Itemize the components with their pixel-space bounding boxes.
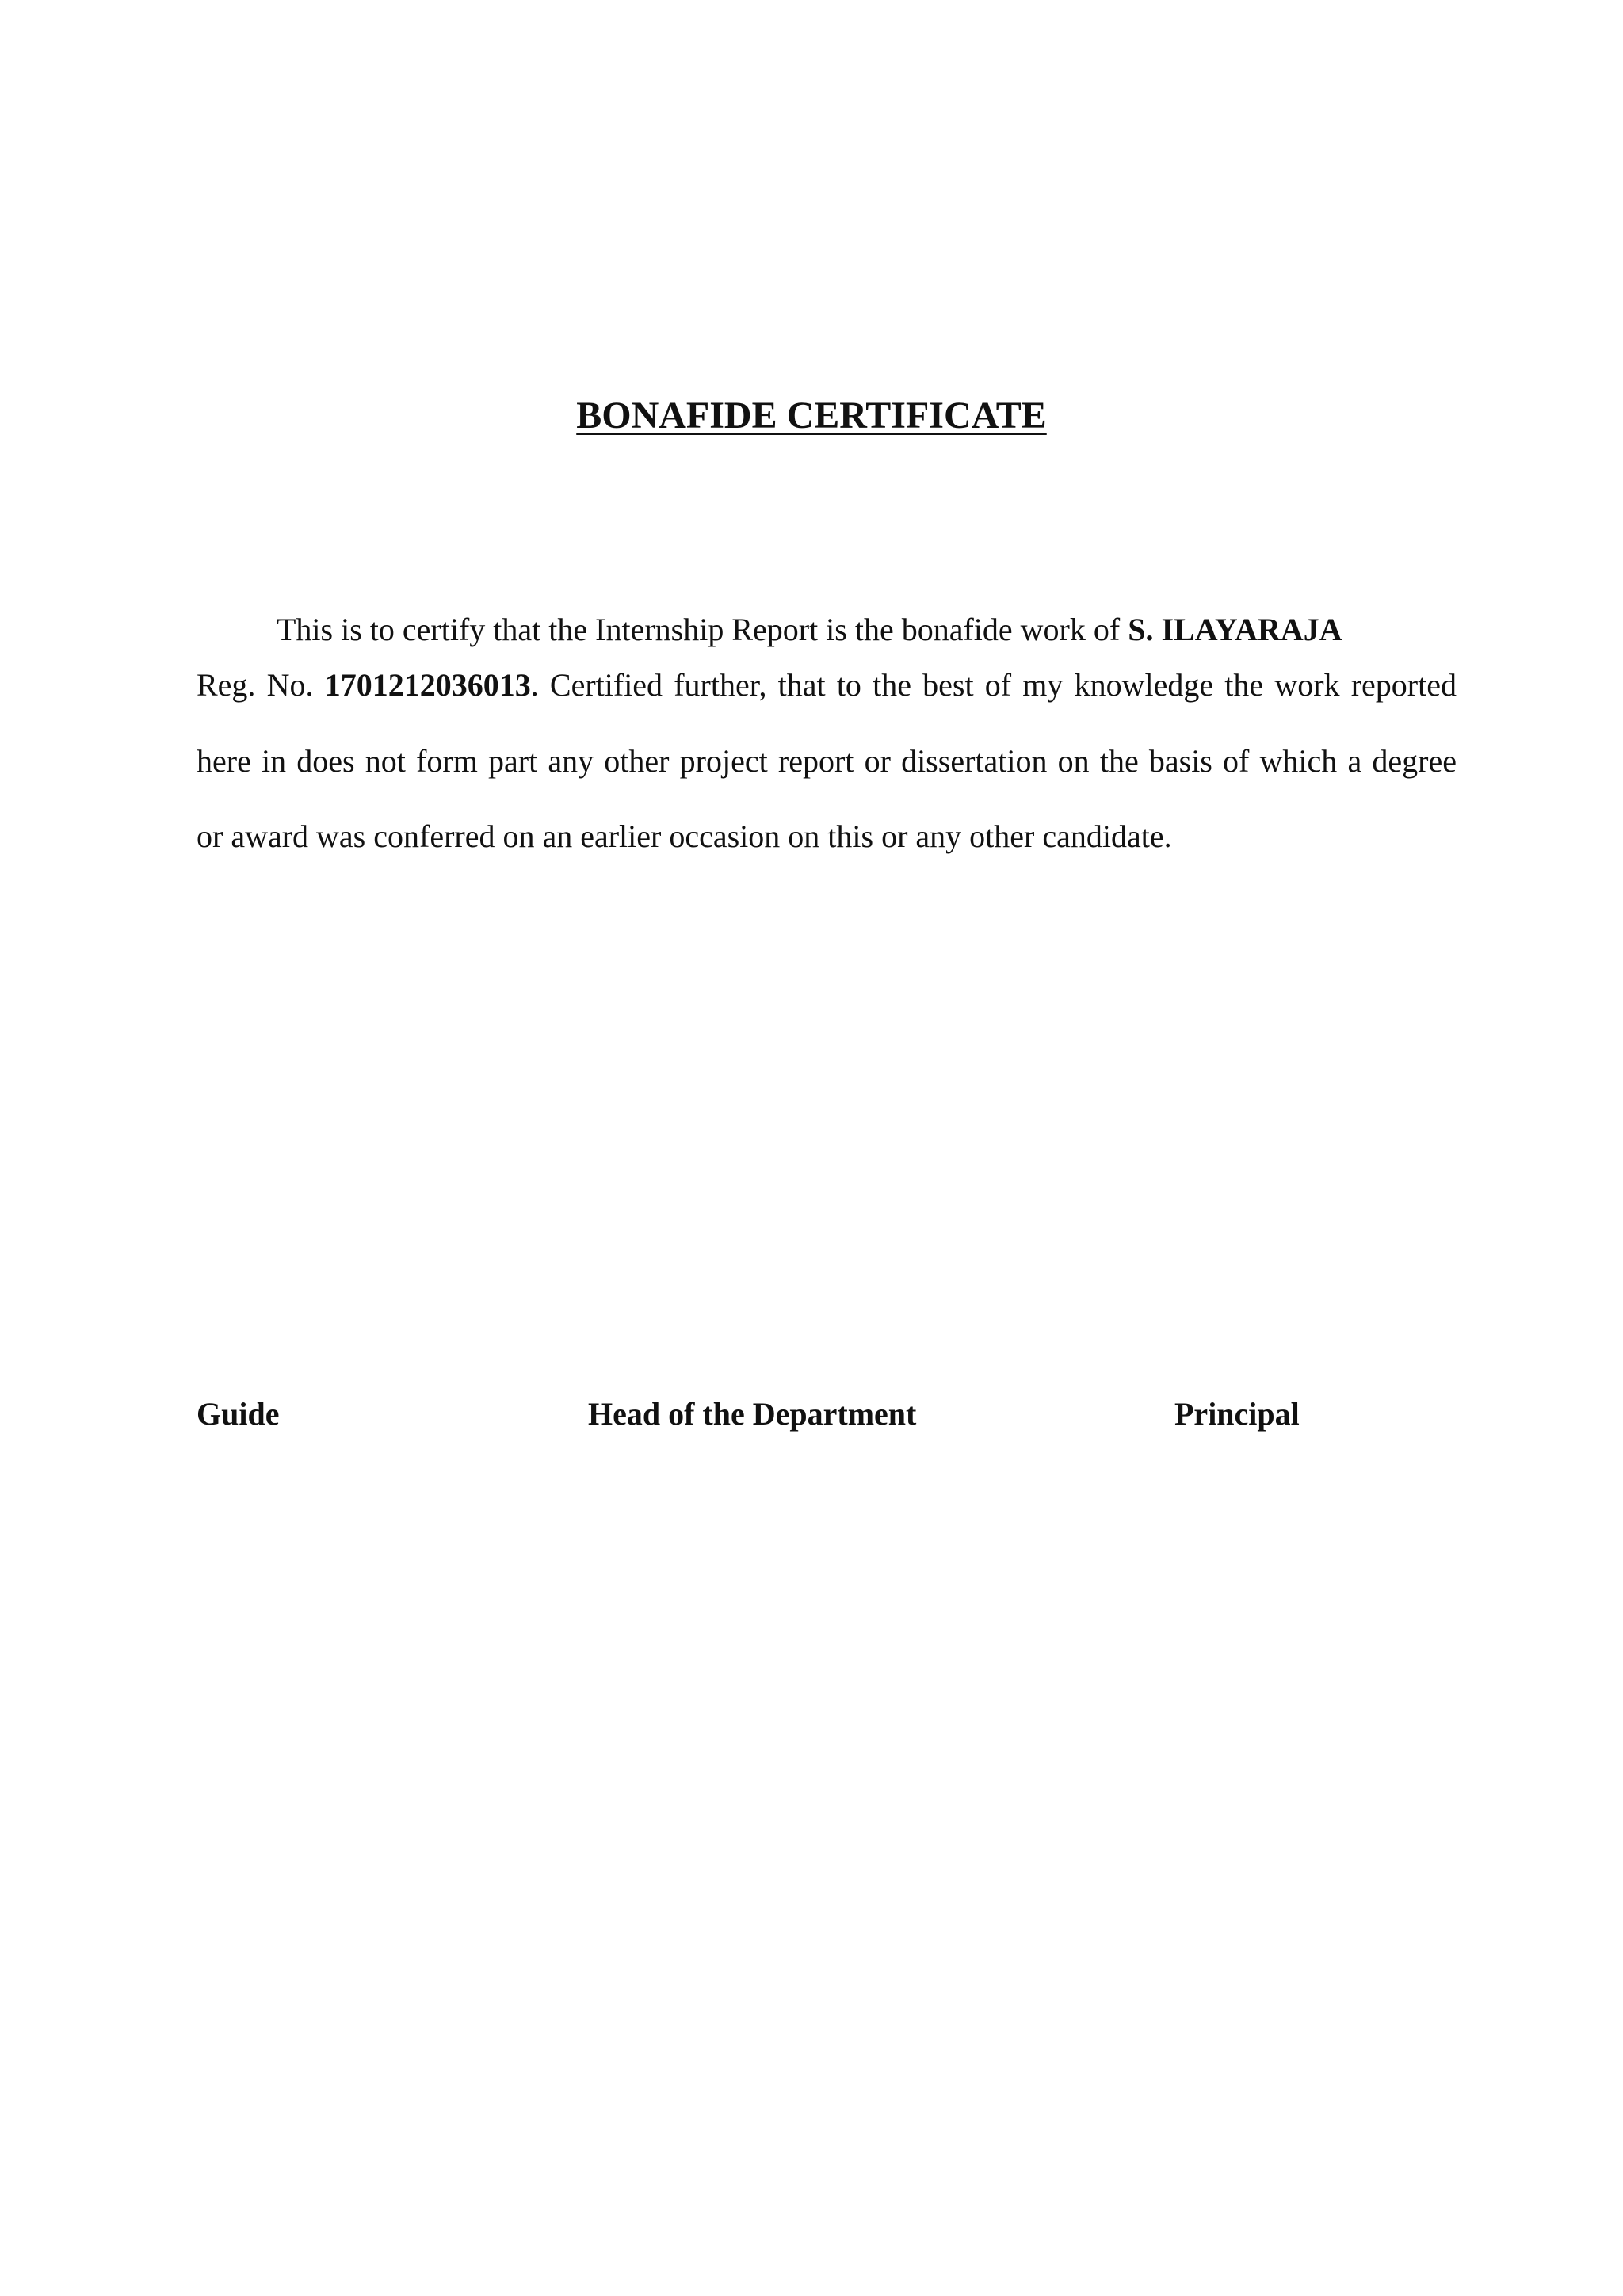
paragraph-line-3: here in does not form part any other project report or dissertation on the basis of which a degree bbox=[197, 743, 1457, 779]
student-name: S. ILAYARAJA bbox=[1128, 612, 1342, 647]
reg-no-label: Reg. No. bbox=[197, 667, 325, 703]
signature-principal: Principal bbox=[1174, 1396, 1300, 1432]
certificate-title-text: BONAFIDE CERTIFICATE bbox=[576, 395, 1047, 437]
line2-suffix: . Certified further, that to the best of my knowledge the work reported bbox=[530, 667, 1457, 703]
certificate-title bbox=[0, 392, 1623, 440]
paragraph-line-2 bbox=[197, 666, 1457, 705]
paragraph-line-1 bbox=[277, 610, 1342, 650]
reg-no-value: 1701212036013 bbox=[324, 667, 531, 703]
signature-head-of-department: Head of the Department bbox=[588, 1396, 917, 1432]
line1-prefix: This is to certify that the Internship Report is the bonafide work of bbox=[277, 612, 1128, 647]
signature-guide: Guide bbox=[197, 1396, 280, 1432]
paragraph-line-4: or award was conferred on an earlier occasion on this or any other candidate. bbox=[197, 818, 1172, 854]
